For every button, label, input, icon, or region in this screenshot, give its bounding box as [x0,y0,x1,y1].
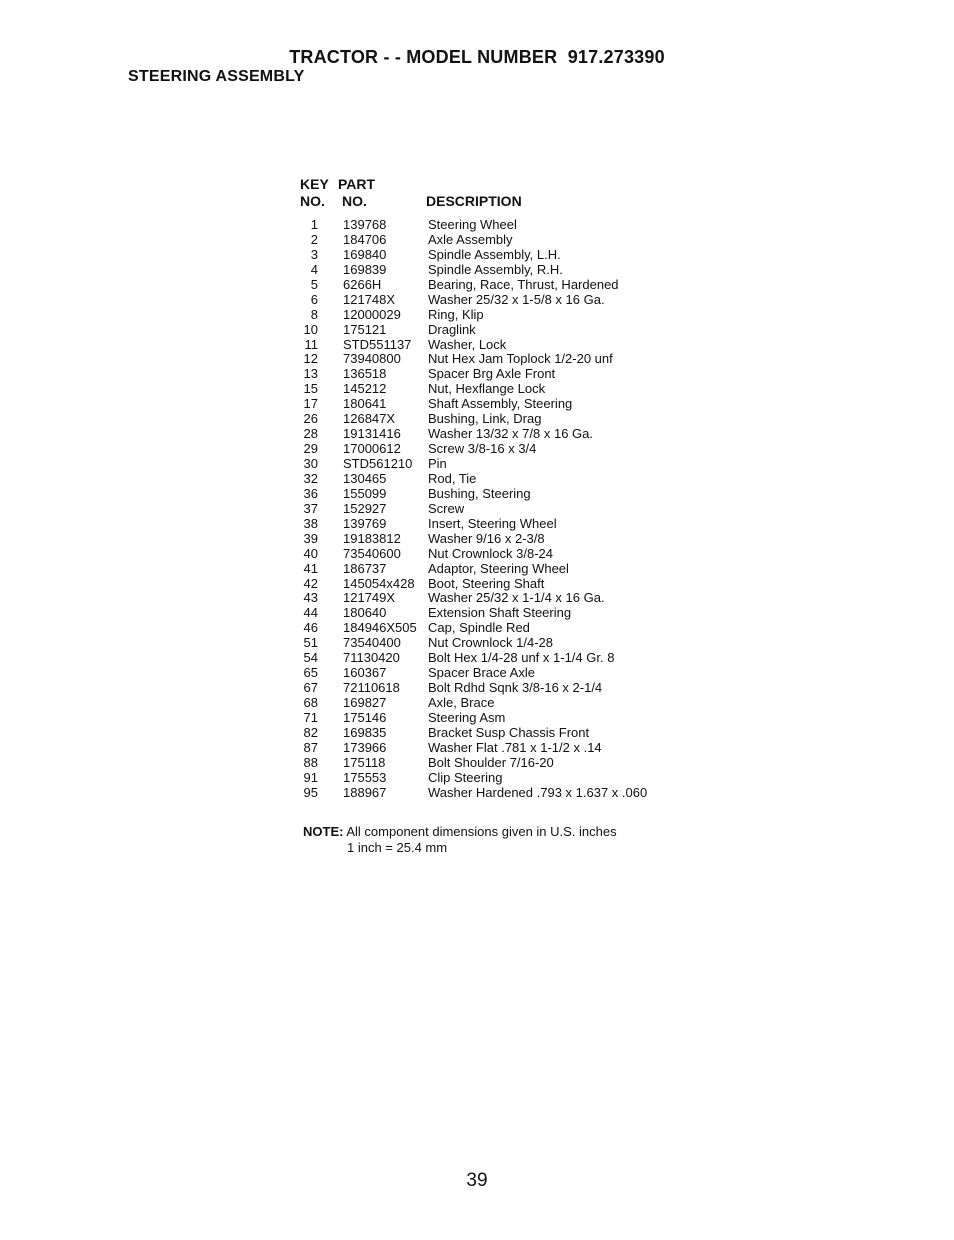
key-no: 67 [303,680,318,696]
part-no: 184946X505 [343,620,417,636]
key-no: 28 [303,426,318,442]
part-no: 145054x428 [343,575,415,591]
key-no: 87 [303,739,318,755]
description: Cap, Spindle Red [428,620,530,636]
description: Nut Crownlock 1/4-28 [428,635,553,651]
key-no: 42 [303,575,318,591]
description: Axle, Brace [428,695,495,710]
description: Boot, Steering Shaft [428,575,545,591]
description: Draglink [428,321,476,337]
note-label: NOTE: [303,824,344,839]
key-no: 10 [303,321,318,337]
part-no: 126847X [343,411,396,427]
header-part-line2: NO. [342,193,367,209]
part-no: 184706 [343,231,387,247]
key-no: 30 [303,456,318,471]
part-no: 72110618 [343,680,400,696]
part-no: 73540400 [343,635,401,651]
description: Nut Hex Jam Toplock 1/2-20 unf [428,351,613,367]
key-no: 4 [310,261,318,277]
part-no: 12000029 [343,306,401,322]
part-no: 175553 [343,769,387,785]
description: Spacer Brace Axle [428,665,535,681]
key-no: 8 [310,306,318,322]
description: Washer Flat .781 x 1-1/2 x .14 [428,739,602,755]
part-no: 139768 [343,217,387,232]
key-no: 40 [303,545,318,561]
description: Steering Asm [428,709,506,725]
description: Spindle Assembly, R.H. [428,261,563,277]
description: Bolt Rdhd Sqnk 3/8-16 x 2-1/4 [428,680,603,696]
key-no: 15 [303,381,318,397]
part-no: 6266H [343,276,382,292]
key-no: 46 [303,620,318,636]
part-no: 175121 [343,321,387,337]
description: Adaptor, Steering Wheel [428,560,569,576]
note-line2: 1 inch = 25.4 mm [347,840,448,855]
part-no: 136518 [343,366,387,382]
key-no: 51 [303,635,318,651]
header-description: DESCRIPTION [426,193,522,209]
description: Bolt Shoulder 7/16-20 [428,754,554,770]
part-no: 186737 [343,560,387,576]
key-no: 82 [303,724,318,740]
description: Spacer Brg Axle Front [428,366,556,382]
key-no: 41 [303,560,318,576]
part-no: 71130420 [343,650,400,666]
key-no: 26 [303,411,318,427]
description: Rod, Tie [428,470,477,486]
key-no: 17 [303,396,318,412]
key-no: 5 [310,276,318,292]
part-no: 173966 [343,739,387,755]
part-no: 145212 [343,381,387,397]
part-no: 180640 [343,605,387,621]
header-key-line2: NO. [300,193,325,209]
description: Nut, Hexflange Lock [428,381,546,397]
description: Nut Crownlock 3/8-24 [428,545,553,561]
description: Washer 25/32 x 1-5/8 x 16 Ga. [428,291,605,307]
key-no: 6 [310,291,318,307]
part-no: 175146 [343,709,387,725]
section-title: STEERING ASSEMBLY [128,68,305,85]
description: Shaft Assembly, Steering [428,396,573,412]
description: Bushing, Steering [428,485,531,501]
key-no: 1 [310,217,318,232]
description: Washer 9/16 x 2-3/8 [428,530,545,546]
description: Screw [428,500,465,516]
part-no: 169835 [343,724,387,740]
part-no: 155099 [343,485,387,501]
key-no: 68 [303,695,318,710]
key-no: 29 [303,441,318,457]
description: Washer, Lock [428,336,507,352]
note-line1: All component dimensions given in U.S. inches [346,824,617,839]
description: Bracket Susp Chassis Front [428,724,590,740]
key-no: 91 [303,769,318,785]
description: Extension Shaft Steering [428,605,572,621]
key-no: 36 [303,485,318,501]
part-no: 169839 [343,261,387,277]
key-no: 71 [303,709,318,725]
description: Ring, Klip [428,306,484,322]
header-key-line1: KEY [300,176,329,192]
key-no: 65 [303,665,318,681]
key-no: 11 [304,336,318,352]
key-no: 32 [303,470,318,486]
part-no: 139769 [343,515,387,531]
description: Spindle Assembly, L.H. [428,246,561,262]
key-no: 38 [303,515,318,531]
key-no: 2 [310,231,318,247]
part-no: 121749X [343,590,396,606]
part-no: STD561210 [343,456,413,471]
part-no: 169827 [343,695,387,710]
key-no: 54 [303,650,318,666]
key-no: 13 [303,366,318,382]
part-no: 160367 [343,665,387,681]
description: Screw 3/8-16 x 3/4 [428,441,537,457]
part-no: 19183812 [343,530,401,546]
page-title: TRACTOR - - MODEL NUMBER 917.273390 [289,47,665,67]
note [303,824,617,856]
page-number: 39 [466,1170,488,1191]
key-no: 88 [303,754,318,770]
part-no: 175118 [343,754,386,770]
part-no: 17000612 [343,441,401,457]
part-no: 169840 [343,246,387,262]
part-no: 73540600 [343,545,401,561]
part-no: STD551137 [343,336,412,352]
key-no: 12 [303,351,318,367]
part-no: 188967 [343,784,387,800]
key-no: 95 [303,784,318,800]
description: Pin [428,456,447,471]
key-no: 43 [303,590,318,606]
part-no: 180641 [343,396,387,412]
description: Bolt Hex 1/4-28 unf x 1-1/4 Gr. 8 [428,650,615,666]
description: Bearing, Race, Thrust, Hardened [428,276,619,292]
part-no: 121748X [343,291,396,307]
part-no: 152927 [343,500,387,516]
description: Bushing, Link, Drag [428,411,542,427]
key-no: 44 [303,605,318,621]
part-no: 73940800 [343,351,401,367]
key-no: 37 [303,500,318,516]
description: Washer 13/32 x 7/8 x 16 Ga. [428,426,593,442]
part-no: 19131416 [343,426,401,442]
key-no: 3 [310,246,318,262]
description: Steering Wheel [428,217,517,232]
description: Washer 25/32 x 1-1/4 x 16 Ga. [428,590,605,606]
part-no: 130465 [343,470,387,486]
description: Insert, Steering Wheel [428,515,557,531]
description: Axle Assembly [428,231,513,247]
description: Clip Steering [428,769,503,785]
key-no: 39 [303,530,318,546]
description: Washer Hardened .793 x 1.637 x .060 [428,784,648,800]
header-part-line1: PART [338,176,376,192]
